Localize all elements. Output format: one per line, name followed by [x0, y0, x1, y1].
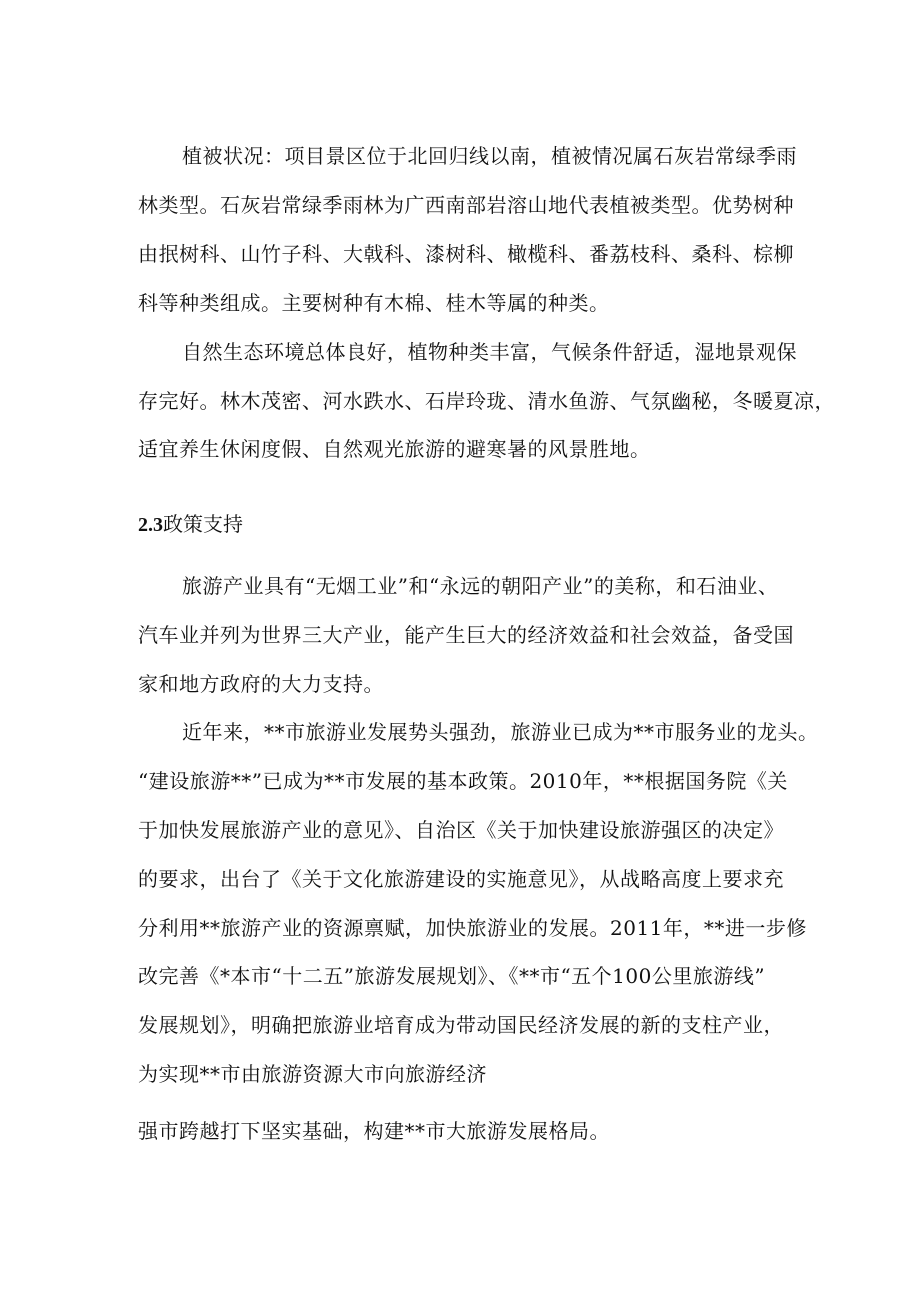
paragraph-line: 近年来，**市旅游业发展势头强劲，旅游业已成为**市服务业的龙头。 — [182, 720, 819, 744]
paragraph-line: 家和地方政府的大力支持。 — [138, 672, 384, 696]
paragraph-line: 林类型。石灰岩常绿季雨林为广西南部岩溶山地代表植被类型。优势树种 — [138, 193, 794, 217]
section-number: 2.3 — [138, 514, 163, 536]
paragraph-line: 植被状况：项目景区位于北回归线以南，植被情况属石灰岩常绿季雨 — [182, 144, 797, 168]
paragraph-line: 强市跨越打下坚实基础，构建**市大旅游发展格局。 — [138, 1119, 610, 1143]
paragraph-line: 分利用**旅游产业的资源禀赋，加快旅游业的发展。2011年，**进一步修 — [138, 916, 807, 940]
section-heading — [138, 510, 243, 539]
paragraph-line: 发展规划》，明确把旅游业培育成为带动国民经济发展的新的支柱产业， — [138, 1013, 784, 1037]
section-title: 政策支持 — [163, 512, 243, 536]
paragraph-line: “建设旅游**”已成为**市发展的基本政策。2010年，**根据国务院《关 — [138, 769, 788, 793]
paragraph-line: 存完好。林木茂密、河水跌水、石岸玲珑、清水鱼游、气氛幽秘，冬暖夏凉， — [138, 389, 835, 413]
paragraph-line: 由抿树科、山竹子科、大戟科、漆树科、橄榄科、番荔枝科、桑科、棕柳 — [138, 242, 794, 266]
paragraph-line: 改完善《*本市“十二五”旅游发展规划》、《**市“五个100公里旅游线” — [138, 964, 766, 988]
paragraph-line: 旅游产业具有“无烟工业”和“永远的朝阳产业”的美称，和石油业、 — [182, 574, 779, 598]
paragraph-line: 适宜养生休闲度假、自然观光旅游的避寒暑的风景胜地。 — [138, 437, 651, 461]
paragraph-line: 科等种类组成。主要树种有木棉、桂木等属的种类。 — [138, 291, 610, 315]
paragraph-line: 为实现**市由旅游资源大市向旅游经济 — [138, 1062, 487, 1086]
paragraph-line: 的要求，出台了《关于文化旅游建设的实施意见》，从战略高度上要求充 — [138, 867, 784, 891]
paragraph-line: 汽车业并列为世界三大产业，能产生巨大的经济效益和社会效益，备受国 — [138, 623, 794, 647]
paragraph-line: 自然生态环境总体良好，植物种类丰富，气候条件舒适，湿地景观保 — [182, 340, 797, 364]
paragraph-line: 于加快发展旅游产业的意见》、自治区《关于加快建设旅游强区的决定》 — [138, 818, 784, 842]
